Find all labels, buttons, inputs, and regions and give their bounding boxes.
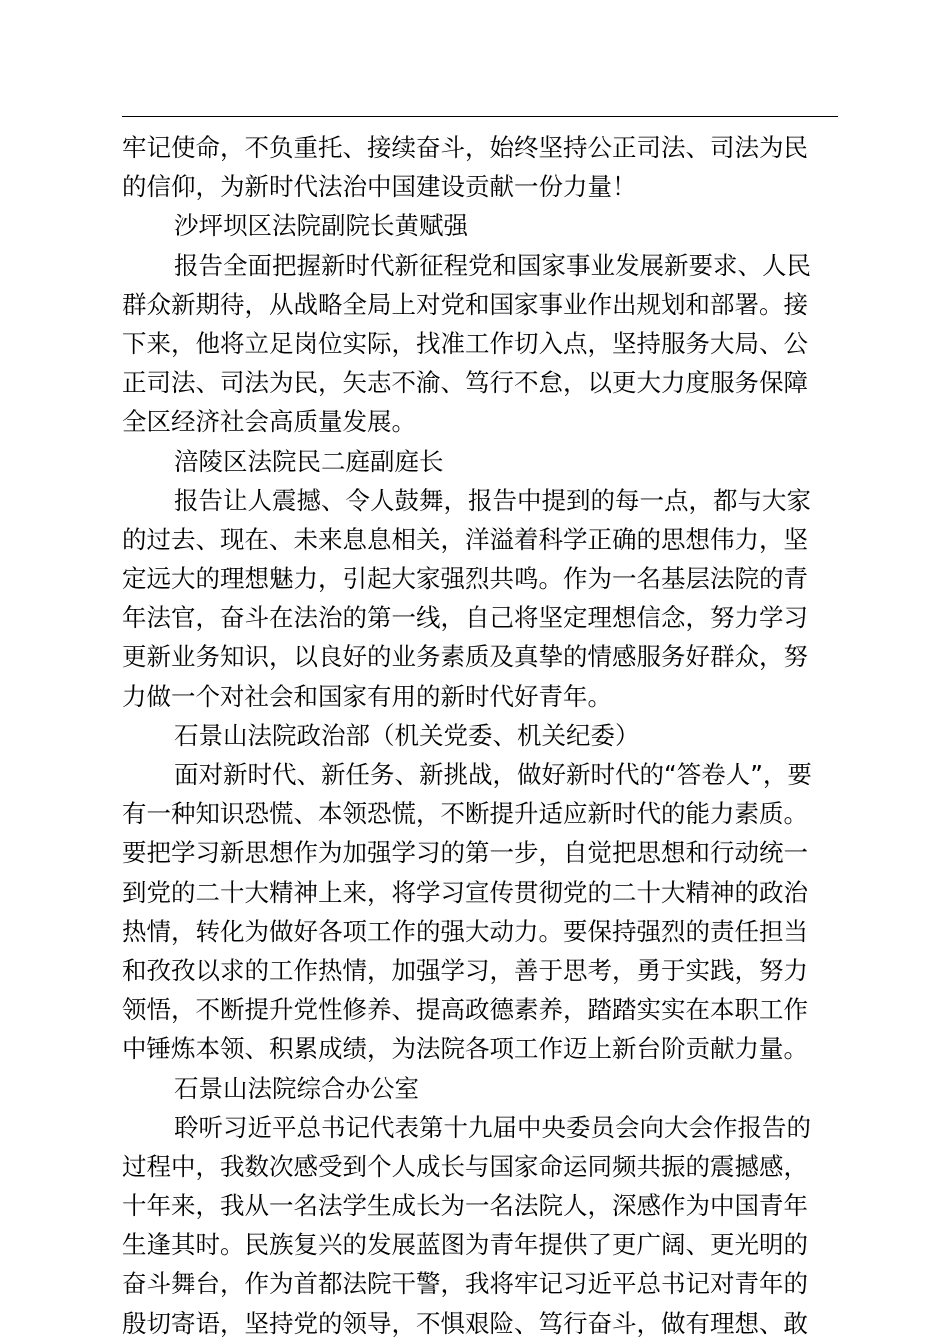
text-line: 全区经济社会高质量发展。 bbox=[122, 407, 416, 437]
paragraph-start-line: 聆听习近平总书记代表第十九届中央委员会向大会作报告的 bbox=[174, 1112, 811, 1142]
text-line: 领悟，不断提升党性修养、提高政德素养，踏踏实实在本职工作 bbox=[122, 995, 808, 1025]
text-line: 中锤炼本领、积累成绩，为法院各项工作迈上新台阶贡献力量。 bbox=[122, 1034, 808, 1064]
text-line: 要把学习新思想作为加强学习的第一步，自觉把思想和行动统一 bbox=[122, 838, 808, 868]
section-heading: 石景山法院政治部（机关党委、机关纪委） bbox=[174, 720, 640, 750]
section-heading: 涪陵区法院民二庭副庭长 bbox=[174, 446, 444, 476]
text-line: 群众新期待，从战略全局上对党和国家事业作出规划和部署。接 bbox=[122, 289, 808, 319]
text-line: 正司法、司法为民，矢志不渝、笃行不怠，以更大力度服务保障 bbox=[122, 368, 808, 398]
paragraph-start-line: 报告全面把握新时代新征程党和国家事业发展新要求、人民 bbox=[174, 250, 811, 280]
paragraph-start-line: 面对新时代、新任务、新挑战，做好新时代的“答卷人”，要 bbox=[174, 760, 812, 789]
text-line: 奋斗舞台，作为首都法院干警，我将牢记习近平总书记对青年的 bbox=[122, 1269, 808, 1299]
section-heading: 石景山法院综合办公室 bbox=[174, 1073, 419, 1103]
text-line: 到党的二十大精神上来，将学习宣传贯彻党的二十大精神的政治 bbox=[122, 877, 808, 907]
text-line: 定远大的理想魅力，引起大家强烈共鸣。作为一名基层法院的青 bbox=[122, 564, 808, 594]
paragraph-start-line: 报告让人震撼、令人鼓舞，报告中提到的每一点，都与大家 bbox=[174, 485, 811, 515]
text-line: 年法官，奋斗在法治的第一线，自己将坚定理想信念，努力学习 bbox=[122, 603, 808, 633]
text-line: 过程中，我数次感受到个人成长与国家命运同频共振的震撼感， bbox=[122, 1151, 808, 1181]
text-line: 的过去、现在、未来息息相关，洋溢着科学正确的思想伟力，坚 bbox=[122, 524, 808, 554]
text-line: 殷切寄语，坚持党的领导，不惧艰险、笃行奋斗，做有理想、敢 bbox=[122, 1308, 808, 1338]
header-rule bbox=[122, 116, 838, 117]
text-line: 和孜孜以求的工作热情，加强学习，善于思考，勇于实践，努力 bbox=[122, 955, 808, 985]
text-line: 生逢其时。民族复兴的发展蓝图为青年提供了更广阔、更光明的 bbox=[122, 1230, 808, 1260]
text-line: 牢记使命，不负重托、接续奋斗，始终坚持公正司法、司法为民 bbox=[122, 133, 808, 162]
text-line: 更新业务知识，以良好的业务素质及真挚的情感服务好群众，努 bbox=[122, 642, 808, 672]
text-line: 有一种知识恐慌、本领恐慌，不断提升适应新时代的能力素质。 bbox=[122, 799, 808, 829]
text-line: 的信仰，为新时代法治中国建设贡献一份力量！ bbox=[122, 172, 637, 202]
text-line: 下来，他将立足岗位实际，找准工作切入点，坚持服务大局、公 bbox=[122, 328, 808, 358]
section-heading: 沙坪坝区法院副院长黄赋强 bbox=[174, 211, 468, 241]
text-line: 力做一个对社会和国家有用的新时代好青年。 bbox=[122, 681, 612, 711]
document-body bbox=[122, 128, 838, 1343]
text-line: 十年来，我从一名法学生成长为一名法院人，深感作为中国青年 bbox=[122, 1191, 808, 1221]
text-line: 热情，转化为做好各项工作的强大动力。要保持强烈的责任担当 bbox=[122, 916, 808, 946]
